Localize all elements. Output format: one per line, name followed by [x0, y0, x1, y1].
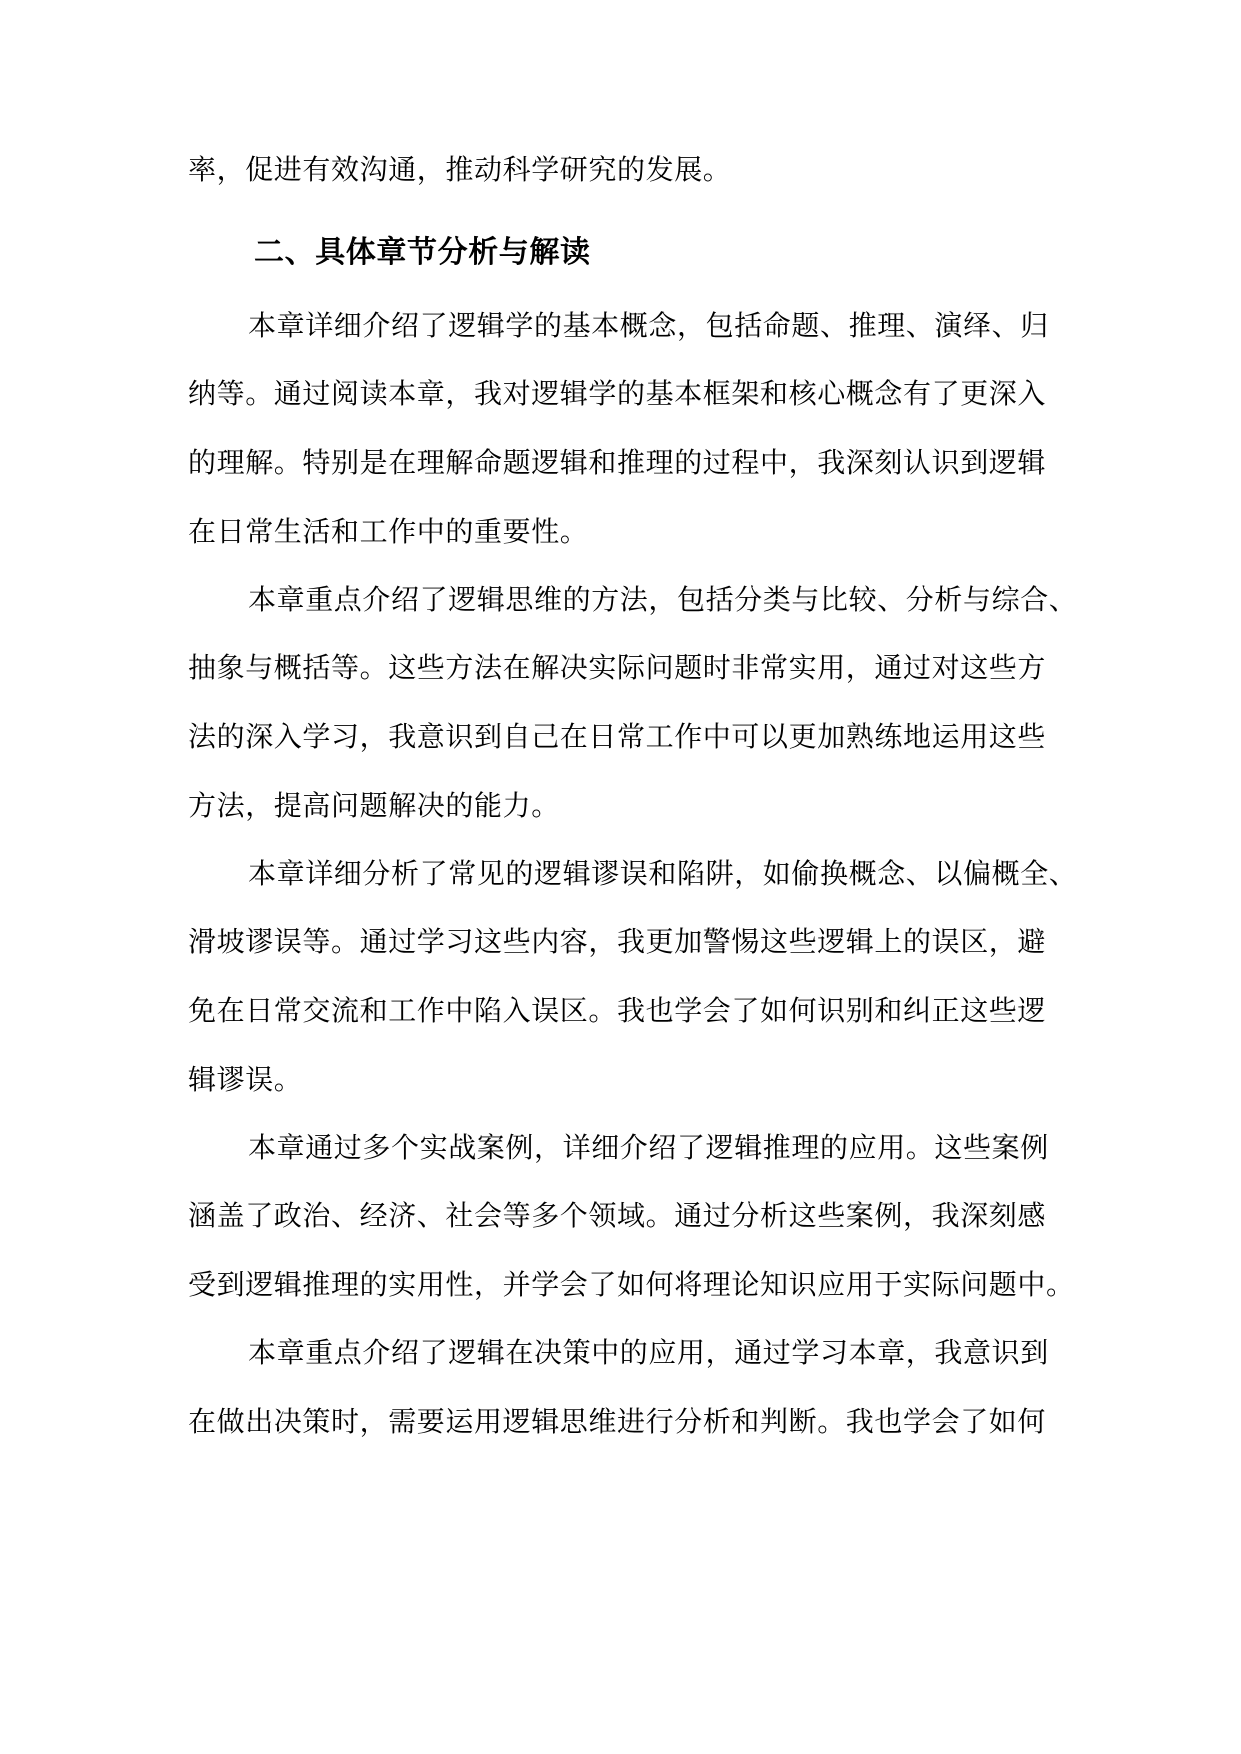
text-line: 在做出决策时，需要运用逻辑思维进行分析和判断。我也学会了如何 — [188, 1405, 1047, 1438]
text-line: 辑谬误。 — [188, 1063, 303, 1096]
text-line: 涵盖了政治、经济、社会等多个领域。通过分析这些案例，我深刻感 — [188, 1199, 1047, 1232]
text-line: 免在日常交流和工作中陷入误区。我也学会了如何识别和纠正这些逻 — [188, 994, 1047, 1027]
text-line: 本章详细分析了常见的逻辑谬误和陷阱，如偷换概念、以偏概全、 — [248, 857, 1078, 890]
text-line: 纳等。通过阅读本章，我对逻辑学的基本框架和核心概念有了更深入 — [188, 377, 1047, 410]
text-line: 本章通过多个实战案例，详细介绍了逻辑推理的应用。这些案例 — [248, 1131, 1049, 1164]
text-line: 的理解。特别是在理解命题逻辑和推理的过程中，我深刻认识到逻辑 — [188, 446, 1047, 479]
text-line: 受到逻辑推理的实用性，并学会了如何将理论知识应用于实际问题中。 — [188, 1268, 1075, 1301]
text-line: 法的深入学习，我意识到自己在日常工作中可以更加熟练地运用这些 — [188, 720, 1047, 753]
text-line: 本章重点介绍了逻辑在决策中的应用，通过学习本章，我意识到 — [248, 1336, 1049, 1369]
text-line: 在日常生活和工作中的重要性。 — [188, 515, 589, 548]
text-line: 本章详细介绍了逻辑学的基本概念，包括命题、推理、演绎、归 — [248, 309, 1049, 342]
text-line: 方法，提高问题解决的能力。 — [188, 789, 560, 822]
text-line: 率，促进有效沟通，推动科学研究的发展。 — [188, 153, 732, 186]
text-line: 抽象与概括等。这些方法在解决实际问题时非常实用，通过对这些方 — [188, 651, 1047, 684]
text-line: 本章重点介绍了逻辑思维的方法，包括分类与比较、分析与综合、 — [248, 583, 1078, 616]
text-line: 滑坡谬误等。通过学习这些内容，我更加警惕这些逻辑上的误区，避 — [188, 925, 1047, 958]
section-heading: 二、具体章节分析与解读 — [254, 235, 591, 270]
